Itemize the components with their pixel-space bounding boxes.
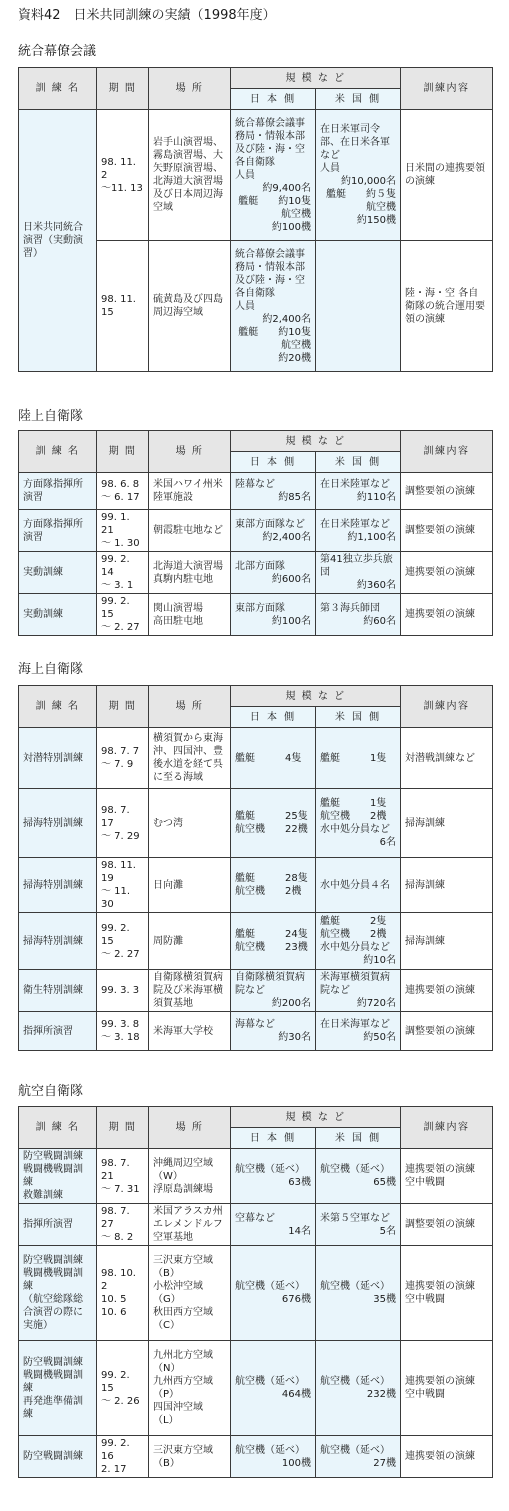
jp-scale-text: 陸幕など <box>235 479 275 490</box>
jp-scale-text: 航空機（延べ） <box>235 1444 305 1456</box>
col-header-content: 訓練内容 <box>401 68 493 110</box>
jp-scale-text: 艦艇 4隻 <box>235 752 302 764</box>
table-row <box>19 1436 493 1478</box>
training-period: 98. 11. 15 <box>97 241 149 372</box>
training-name: 衛生特別訓練 <box>19 970 97 1012</box>
jp-scale-values: 約2,400名 艦艇 約10隻 航空機 約20機 <box>238 313 311 364</box>
us-scale-values: 約50名 <box>363 1032 397 1043</box>
training-period: 99. 3. 3 <box>97 970 149 1012</box>
us-scale-text: 水中処分員４名 <box>320 879 390 891</box>
training-name: 実動訓練 <box>19 594 97 636</box>
jp-scale-values: 約600名 <box>271 573 311 585</box>
table-row <box>19 1149 493 1204</box>
table-row <box>19 594 493 636</box>
us-scale-text: 艦艇 2隻 航空機 2機 水中処分員など <box>320 916 390 953</box>
us-scale <box>316 1246 401 1341</box>
japan-scale <box>231 1204 316 1246</box>
us-scale <box>316 970 401 1012</box>
jp-scale-text: 統合幕僚会議事務局・情報本部及び陸・海・空各自衛隊 人員 <box>235 117 305 181</box>
training-place: 三沢東方空域 （B） 小松沖空域 （G） 秋田西方空域 （C） <box>149 1246 231 1341</box>
us-scale-values: 6名 <box>379 837 397 848</box>
training-period: 98. 7. 17 〜 7. 29 <box>97 789 149 858</box>
training-content: 対潜戦訓練など <box>401 728 493 789</box>
jp-scale-text: 航空機（延べ） <box>235 1376 305 1387</box>
training-period: 98. 10. 2 10. 5 10. 6 <box>97 1246 149 1341</box>
col-header-name: 訓 練 名 <box>19 686 97 728</box>
us-scale-text: 米第５空軍など <box>320 1212 390 1224</box>
training-content: 日米間の連携要領の演練 <box>401 110 493 241</box>
jp-scale-values: 約200名 <box>271 998 311 1009</box>
training-place: 米国ハワイ州米陸軍施設 <box>149 473 231 510</box>
col-header-us: 米 国 側 <box>316 707 401 728</box>
table-header-row <box>19 431 493 452</box>
japan-scale <box>231 1436 316 1478</box>
training-place: 九州北方空域 （N） 九州西方空域 （P） 四国沖空域 （L） <box>149 1341 231 1436</box>
jp-scale-values: 464機 <box>281 1389 311 1400</box>
us-scale-values: 約10名 <box>363 955 397 966</box>
training-place: 朝霞駐屯地など <box>149 510 231 552</box>
us-scale <box>316 1204 401 1246</box>
table-row <box>19 552 493 594</box>
training-content: 連携要領の演練 空中戦闘 <box>401 1341 493 1436</box>
training-period: 99. 2. 15 〜 2. 26 <box>97 1341 149 1436</box>
col-header-place: 場 所 <box>149 68 231 110</box>
col-header-place: 場 所 <box>149 686 231 728</box>
japan-scale <box>231 913 316 970</box>
col-header-scale: 規 模 な ど <box>231 68 401 89</box>
col-header-period: 期 間 <box>97 686 149 728</box>
training-table <box>18 430 493 636</box>
jp-scale-text: 自衛隊横須賀病院など <box>235 972 305 996</box>
japan-scale <box>231 789 316 858</box>
us-scale <box>316 1149 401 1204</box>
training-content: 調整要領の演練 <box>401 510 493 552</box>
training-place: 三沢東方空域 （B） <box>149 1436 231 1478</box>
japan-scale <box>231 1246 316 1341</box>
jp-scale-values: 約9,400名 艦艇 約10隻 航空機 約100機 <box>238 182 311 233</box>
us-scale-text: 第３海兵師団 <box>320 602 380 614</box>
jp-scale-text: 艦艇 28隻 航空機 2機 <box>235 873 308 897</box>
us-scale <box>316 241 401 372</box>
training-content: 調整要領の演練 <box>401 473 493 510</box>
section-heading: 陸上自衛隊 <box>18 409 84 424</box>
us-scale-text: 航空機（延べ） <box>320 1281 390 1292</box>
training-name: 指揮所演習 <box>19 1012 97 1051</box>
jp-scale-values: 63機 <box>288 1177 311 1188</box>
us-scale-text: 航空機（延べ） <box>320 1164 390 1175</box>
table-row <box>19 728 493 789</box>
training-name: 掃海特別訓練 <box>19 913 97 970</box>
training-name: 掃海特別訓練 <box>19 789 97 858</box>
training-name: 日米共同統合演習（実動演習） <box>19 110 97 372</box>
col-header-japan: 日 本 側 <box>231 89 316 110</box>
training-content: 掃海訓練 <box>401 913 493 970</box>
col-header-period: 期 間 <box>97 68 149 110</box>
training-name: 対潜特別訓練 <box>19 728 97 789</box>
col-header-period: 期 間 <box>97 431 149 473</box>
jp-scale-text: 統合幕僚会議事務局・情報本部及び陸・海・空各自衛隊 人員 <box>235 248 305 312</box>
table-row <box>19 1012 493 1051</box>
training-name: 防空戦闘訓練 戦闘機戦闘訓練 （航空総隊総合演習の際に実施） <box>19 1246 97 1341</box>
jp-scale-text: 航空機（延べ） <box>235 1164 305 1175</box>
training-period: 98. 7. 7 〜 7. 9 <box>97 728 149 789</box>
training-period: 98. 7. 21 〜 7. 31 <box>97 1149 149 1204</box>
us-scale-text: 第41独立歩兵旅団 <box>320 554 393 578</box>
jp-scale-values: 676機 <box>281 1294 311 1305</box>
us-scale <box>316 1436 401 1478</box>
us-scale-values: 35機 <box>373 1294 397 1305</box>
col-header-scale: 規 模 な ど <box>231 686 401 707</box>
table-row <box>19 1341 493 1436</box>
col-header-place: 場 所 <box>149 1107 231 1149</box>
us-scale-values: 約110名 <box>356 492 397 503</box>
us-scale <box>316 473 401 510</box>
training-period: 99. 2. 15 〜 2. 27 <box>97 913 149 970</box>
japan-scale <box>231 594 316 636</box>
training-place: 米海軍大学校 <box>149 1012 231 1051</box>
japan-scale <box>231 1341 316 1436</box>
us-scale-text: 艦艇 1隻 航空機 2機 水中処分員など <box>320 798 390 835</box>
col-header-japan: 日 本 側 <box>231 1128 316 1149</box>
training-place: 周防灘 <box>149 913 231 970</box>
table-header-row <box>19 1107 493 1128</box>
table-row <box>19 970 493 1012</box>
training-name: 方面隊指揮所演習 <box>19 473 97 510</box>
table-row <box>19 510 493 552</box>
page-title: 資料42 日米共同訓練の実績（1998年度） <box>18 8 276 23</box>
us-scale-values: 27機 <box>373 1457 397 1469</box>
japan-scale <box>231 858 316 913</box>
training-period: 98. 11. 19 〜 11. 30 <box>97 858 149 913</box>
table-row <box>19 913 493 970</box>
table-row <box>19 858 493 913</box>
col-header-scale: 規 模 な ど <box>231 431 401 452</box>
us-scale-text: 在日米海軍など <box>320 1019 390 1030</box>
training-table <box>18 1106 493 1478</box>
japan-scale <box>231 473 316 510</box>
col-header-period: 期 間 <box>97 1107 149 1149</box>
table-row <box>19 1204 493 1246</box>
us-scale-values: 約1,100名 <box>347 531 397 543</box>
training-name: 方面隊指揮所演習 <box>19 510 97 552</box>
training-content: 連携要領の演練 <box>401 970 493 1012</box>
training-content: 調整要領の演練 <box>401 1012 493 1051</box>
training-period: 99. 2. 16 2. 17 <box>97 1436 149 1478</box>
japan-scale <box>231 1149 316 1204</box>
training-content: 連携要領の演練 <box>401 552 493 594</box>
col-header-us: 米 国 側 <box>316 452 401 473</box>
training-content: 掃海訓練 <box>401 789 493 858</box>
section-heading: 航空自衛隊 <box>18 1084 84 1099</box>
col-header-content: 訓練内容 <box>401 1107 493 1149</box>
col-header-us: 米 国 側 <box>316 89 401 110</box>
training-period: 99. 1. 21 〜 1. 30 <box>97 510 149 552</box>
us-scale-text: 航空機（延べ） <box>320 1376 390 1387</box>
training-place: 関山演習場 高田駐屯地 <box>149 594 231 636</box>
col-header-scale: 規 模 な ど <box>231 1107 401 1128</box>
us-scale-values: 65機 <box>373 1177 397 1188</box>
col-header-content: 訓練内容 <box>401 686 493 728</box>
training-place: 横須賀から東海沖、四国沖、豊後水道を経て呉に至る海域 <box>149 728 231 789</box>
col-header-name: 訓 練 名 <box>19 431 97 473</box>
us-scale <box>316 728 401 789</box>
us-scale-values: 232機 <box>366 1389 397 1400</box>
training-name: 防空戦闘訓練 戦闘機戦闘訓練 再発進準備訓練 <box>19 1341 97 1436</box>
jp-scale-values: 約2,400名 <box>262 531 311 543</box>
training-period: 99. 3. 8 〜 3. 18 <box>97 1012 149 1051</box>
training-place: 日向灘 <box>149 858 231 913</box>
us-scale <box>316 510 401 552</box>
jp-scale-text: 艦艇 24隻 航空機 23機 <box>235 929 308 953</box>
table-row <box>19 110 493 241</box>
training-content: 掃海訓練 <box>401 858 493 913</box>
us-scale-text: 在日米軍司令部、在日米各軍など 人員 <box>320 124 390 174</box>
training-place: 沖縄周辺空域 （W） 浮原島訓練場 <box>149 1149 231 1204</box>
training-content: 連携要領の演練 空中戦闘 <box>401 1149 493 1204</box>
us-scale <box>316 858 401 913</box>
jp-scale-text: 東部方面隊など <box>235 518 305 530</box>
training-name: 防空戦闘訓練 <box>19 1436 97 1478</box>
japan-scale <box>231 241 316 372</box>
jp-scale-text: 艦艇 25隻 航空機 22機 <box>235 811 308 835</box>
us-scale-text: 航空機（延べ） <box>320 1444 390 1456</box>
japan-scale <box>231 728 316 789</box>
japan-scale <box>231 110 316 241</box>
japan-scale <box>231 970 316 1012</box>
japan-scale <box>231 1012 316 1051</box>
training-period: 98. 11. 2 〜11. 13 <box>97 110 149 241</box>
jp-scale-values: 約85名 <box>278 492 311 503</box>
us-scale <box>316 913 401 970</box>
training-name: 指揮所演習 <box>19 1204 97 1246</box>
us-scale-values: 約360名 <box>356 580 397 591</box>
training-place: 岩手山演習場、霧島演習場、大矢野原演習場、北海道大演習場及び日本周辺海空域 <box>149 110 231 241</box>
us-scale <box>316 594 401 636</box>
us-scale-text: 在日米陸軍など <box>320 479 390 490</box>
col-header-japan: 日 本 側 <box>231 707 316 728</box>
table-header-row <box>19 68 493 89</box>
training-content: 連携要領の演練 空中戦闘 <box>401 1246 493 1341</box>
training-name: 実動訓練 <box>19 552 97 594</box>
table-header-row <box>19 686 493 707</box>
jp-scale-values: 約100名 <box>271 615 311 627</box>
japan-scale <box>231 510 316 552</box>
training-period: 98. 7. 27 〜 8. 2 <box>97 1204 149 1246</box>
jp-scale-text: 航空機（延べ） <box>235 1281 305 1292</box>
col-header-japan: 日 本 側 <box>231 452 316 473</box>
training-content: 連携要領の演練 <box>401 1436 493 1478</box>
us-scale-text: 艦艇 1隻 <box>320 752 387 764</box>
us-scale-values: 約10,000名 艦艇 約５隻 航空機 約150機 <box>326 176 397 226</box>
training-content: 調整要領の演練 <box>401 1204 493 1246</box>
col-header-name: 訓 練 名 <box>19 68 97 110</box>
training-period: 99. 2. 14 〜 3. 1 <box>97 552 149 594</box>
training-content: 陸・海・空 各自衛隊の統合運用要領の演練 <box>401 241 493 372</box>
us-scale <box>316 789 401 858</box>
jp-scale-values: 14名 <box>288 1225 311 1237</box>
table-row <box>19 1246 493 1341</box>
col-header-us: 米 国 側 <box>316 1128 401 1149</box>
training-table <box>18 685 493 1051</box>
table-row <box>19 789 493 858</box>
col-header-content: 訓練内容 <box>401 431 493 473</box>
us-scale-values: 約60名 <box>363 615 397 627</box>
jp-scale-text: 海幕など <box>235 1019 275 1030</box>
table-row <box>19 473 493 510</box>
jp-scale-values: 約30名 <box>278 1032 311 1043</box>
training-place: 自衛隊横須賀病院及び米海軍横須賀基地 <box>149 970 231 1012</box>
section-heading: 海上自衛隊 <box>18 662 84 677</box>
us-scale <box>316 1012 401 1051</box>
col-header-name: 訓 練 名 <box>19 1107 97 1149</box>
training-place: むつ湾 <box>149 789 231 858</box>
training-table <box>18 67 493 372</box>
us-scale-values: 5名 <box>379 1225 397 1237</box>
training-place: 米国アラスカ州エレメンドルフ空軍基地 <box>149 1204 231 1246</box>
training-period: 99. 2. 15 〜 2. 27 <box>97 594 149 636</box>
us-scale <box>316 1341 401 1436</box>
us-scale-values: 約720名 <box>356 998 397 1009</box>
training-name: 防空戦闘訓練 戦闘機戦闘訓練 救難訓練 <box>19 1149 97 1204</box>
us-scale <box>316 552 401 594</box>
jp-scale-values: 100機 <box>281 1457 311 1469</box>
jp-scale-text: 空幕など <box>235 1212 275 1224</box>
jp-scale-text: 北部方面隊 <box>235 560 285 572</box>
jp-scale-text: 東部方面隊 <box>235 602 285 614</box>
japan-scale <box>231 552 316 594</box>
us-scale-text: 米海軍横須賀病院など <box>320 972 390 996</box>
training-period: 98. 6. 8 〜 6. 17 <box>97 473 149 510</box>
section-heading: 統合幕僚会議 <box>18 44 97 59</box>
us-scale-text: 在日米陸軍など <box>320 518 390 530</box>
col-header-place: 場 所 <box>149 431 231 473</box>
us-scale <box>316 110 401 241</box>
training-place: 硫黄島及び四島周辺海空域 <box>149 241 231 372</box>
training-name: 掃海特別訓練 <box>19 858 97 913</box>
training-place: 北海道大演習場真駒内駐屯地 <box>149 552 231 594</box>
training-content: 連携要領の演練 <box>401 594 493 636</box>
